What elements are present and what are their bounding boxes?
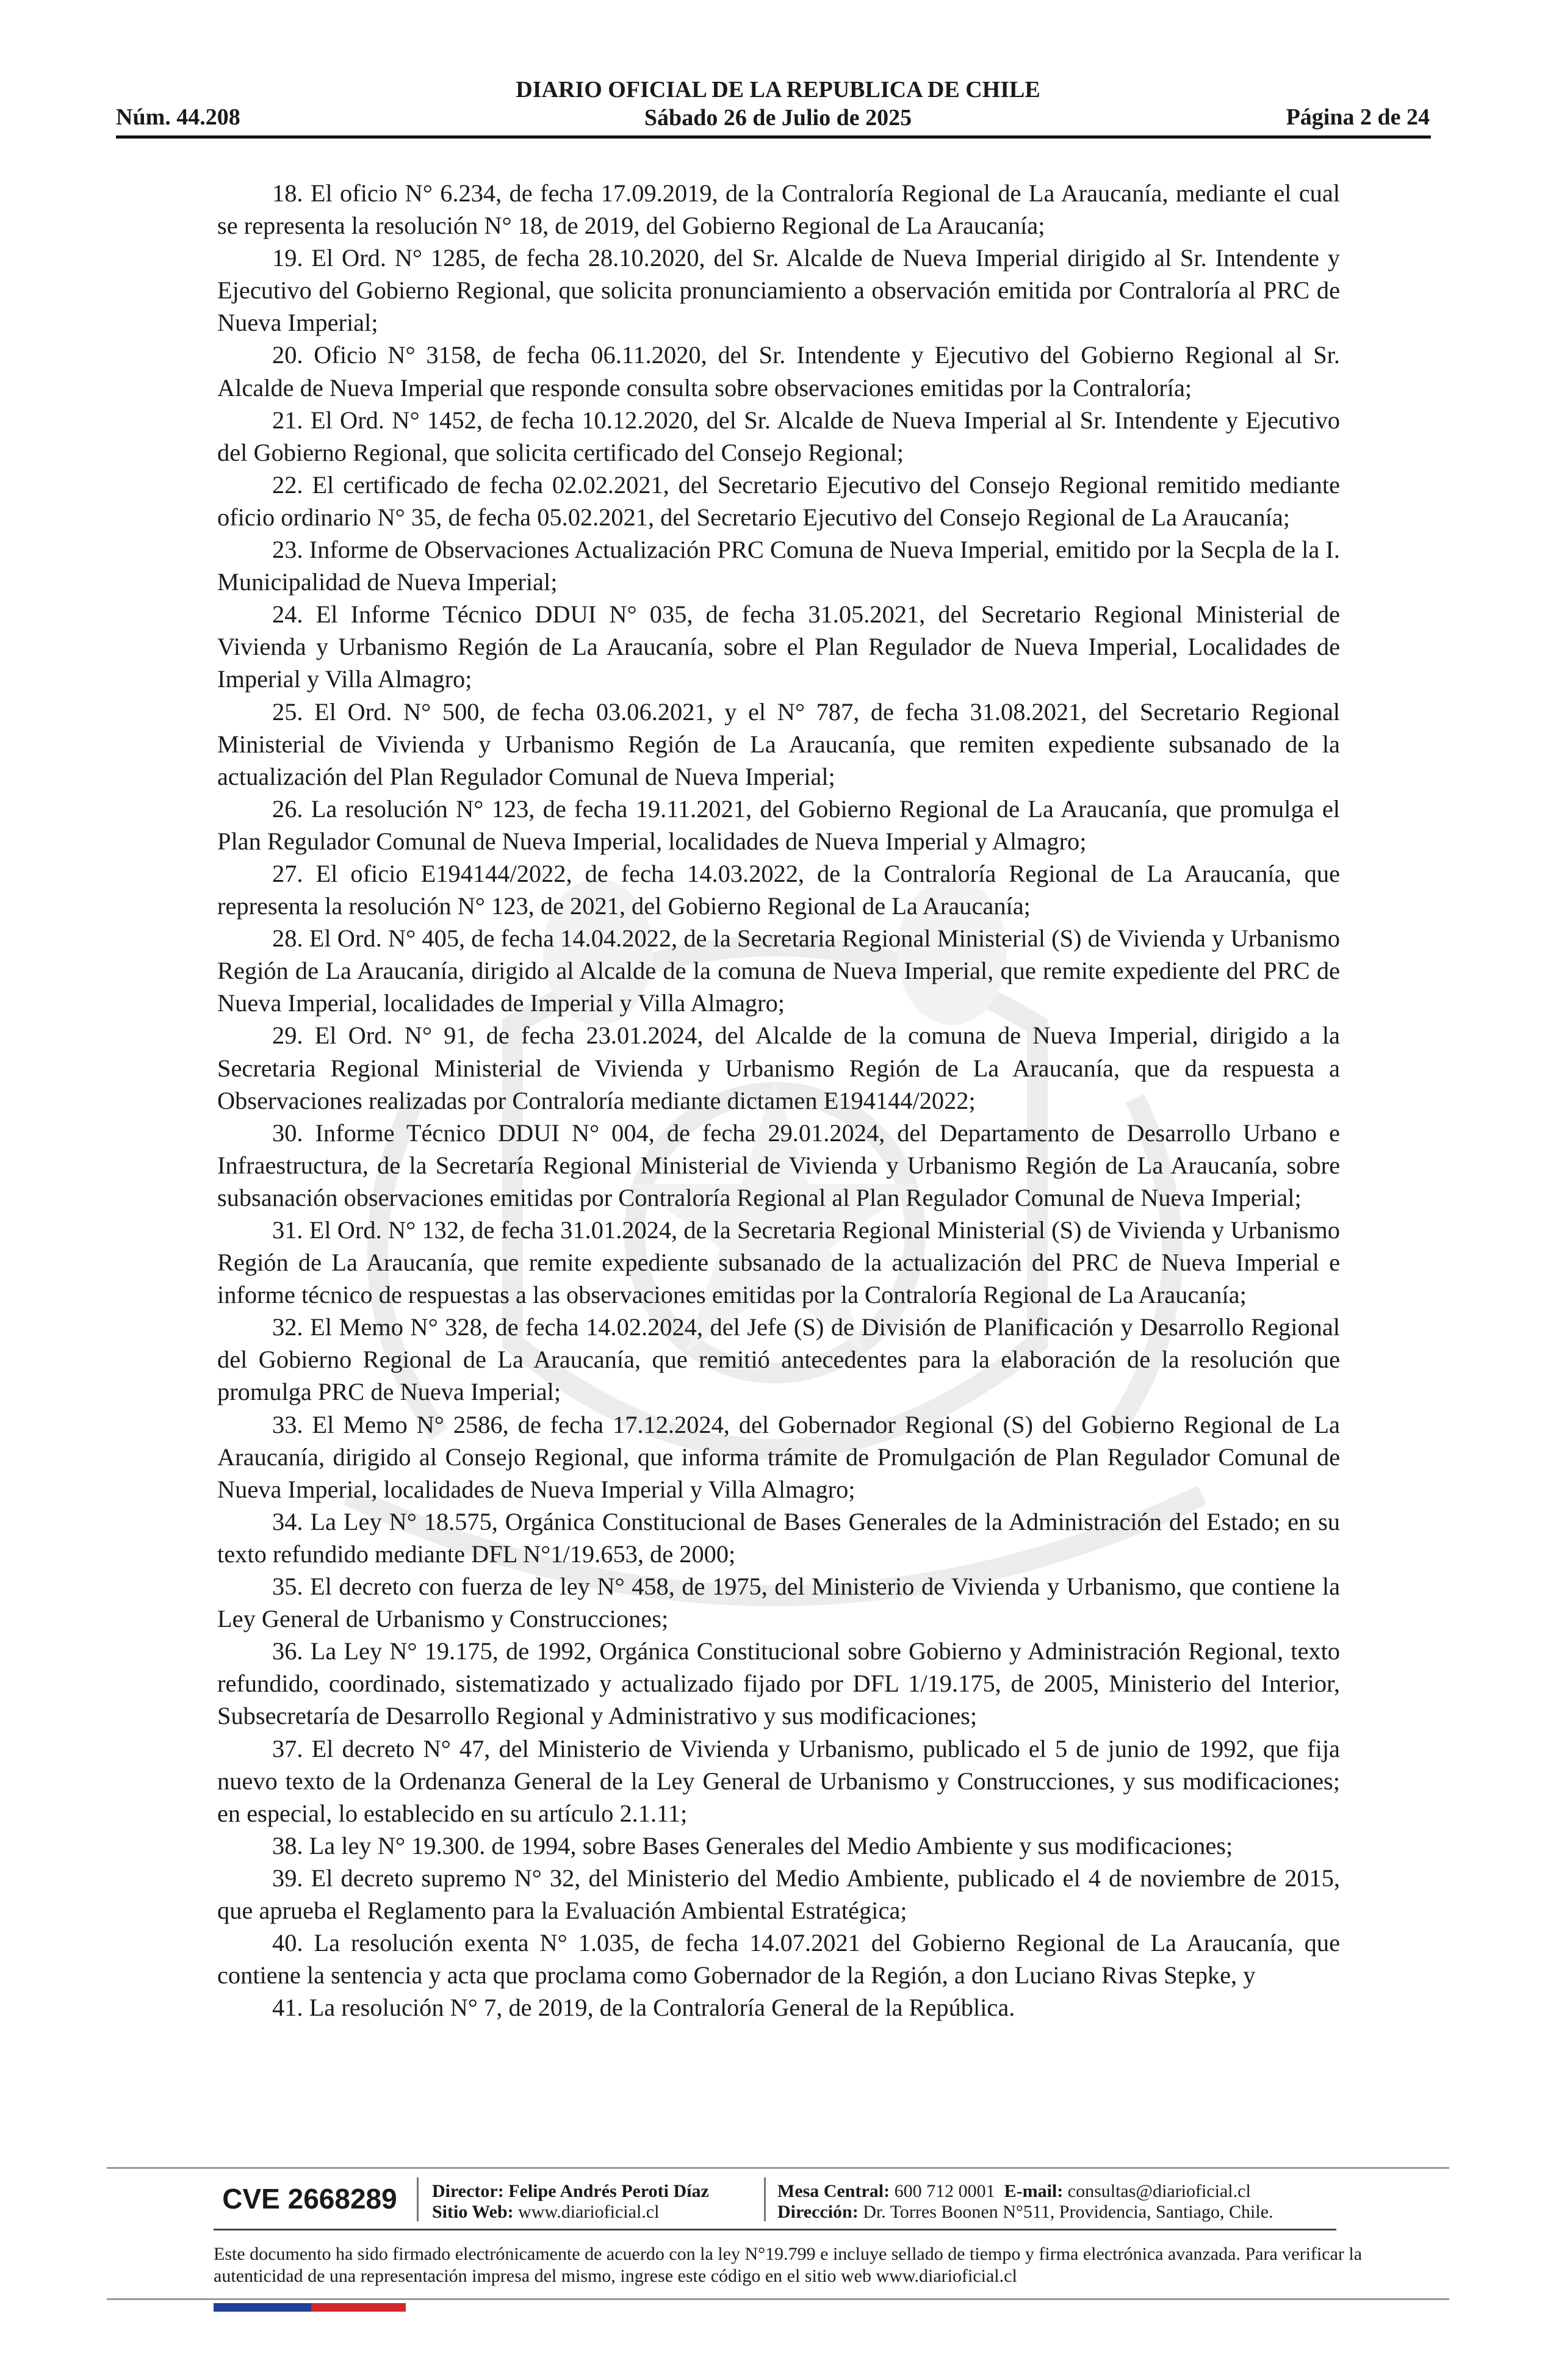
paragraph-item: 31. El Ord. N° 132, de fecha 31.01.2024, de la Secretaria Regional Ministerial (S) de Vivienda y Urbanismo Región de La Araucanía, que remite expediente subsanado de la actualización del PRC de Nueva Imperial e informe técnico de respuestas a las observaciones emitidas por la Contraloría Regional de La Araucanía; xyxy=(217,1216,1340,1309)
address-label: Dirección: xyxy=(777,2202,859,2222)
paragraph-item: 36. La Ley N° 19.175, de 1992, Orgánica Constitucional sobre Gobierno y Administración Regional, texto refundido, coordinado, sistematizado y actualizado fijado por DFL 1/19.175, de 2005, Ministerio del Interior, Subsecretaría de Desarrollo Regional y Administrativo y sus modificaciones; xyxy=(217,1637,1340,1730)
paragraph-item: 39. El decreto supremo N° 32, del Ministerio del Medio Ambiente, publicado el 4 de noviembre de 2015, que aprueba el Reglamento para la Evaluación Ambiental Estratégica; xyxy=(217,1864,1340,1924)
footer-separator xyxy=(764,2177,766,2221)
flag-stripe-red xyxy=(311,2303,406,2312)
paragraph-item: 28. El Ord. N° 405, de fecha 14.04.2022, de la Secretaria Regional Ministerial (S) de Vivienda y Urbanismo Región de La Araucanía, dirigido al Alcalde de la comuna de Nueva Imperial, que remite expediente del PRC de Nueva Imperial, localidades de Imperial y Villa Almagro; xyxy=(217,925,1340,1017)
cve-code: CVE 2668289 xyxy=(222,2183,397,2215)
footer-separator xyxy=(417,2177,419,2221)
paragraph-item: 25. El Ord. N° 500, de fecha 03.06.2021, y el N° 787, de fecha 31.08.2021, del Secretario Regional Ministerial de Vivienda y Urbanismo Región de La Araucanía, que remiten expediente subsanado de la actualización del Plan Regulador Comunal de Nueva Imperial; xyxy=(217,698,1340,790)
footer-divider-mid xyxy=(214,2229,1336,2230)
issue-number: Núm. 44.208 xyxy=(116,104,240,130)
footer-divider-top xyxy=(107,2167,1449,2169)
paragraph-item: 40. La resolución exenta N° 1.035, de fecha 14.07.2021 del Gobierno Regional de La Araucanía, que contiene la sentencia y acta que proclama como Gobernador de la Región, a don Luciano Rivas Stepke, y xyxy=(217,1929,1340,1989)
paragraph-item: 22. El certificado de fecha 02.02.2021, del Secretario Ejecutivo del Consejo Regional remitido mediante oficio ordinario N° 35, de fecha 05.02.2021, del Secretario Ejecutivo del Consejo Regional de La Araucanía; xyxy=(217,471,1340,531)
page-number: Página 2 de 24 xyxy=(1286,104,1430,130)
header-divider xyxy=(116,135,1431,139)
footer-contact-block xyxy=(777,2181,1273,2223)
document-body xyxy=(217,177,1340,2024)
phone-label: Mesa Central: xyxy=(777,2181,890,2201)
paragraph-item: 27. El oficio E194144/2022, de fecha 14.03.2022, de la Contraloría Regional de La Araucanía, que representa la resolución N° 123, de 2021, del Gobierno Regional de La Araucanía; xyxy=(217,859,1340,920)
paragraph-item: 37. El decreto N° 47, del Ministerio de Vivienda y Urbanismo, publicado el 5 de junio de 1992, que fija nuevo texto de la Ordenanza General de la Ley General de Urbanismo y Construcciones, y sus modificaciones; en especial, lo establecido en su artículo 2.1.11; xyxy=(217,1734,1340,1827)
signature-notice: Este documento ha sido firmado electrónicamente de acuerdo con la ley N°19.799 e incluye sellado de tiempo y firma electrónica avanzada. Para verificar la autenticidad de una representación impresa del mismo, ingrese este código en el sitio web www.diarioficial.cl xyxy=(214,2244,1363,2286)
paragraph-item: 23. Informe de Observaciones Actualización PRC Comuna de Nueva Imperial, emitido por la Secpla de la I. Municipalidad de Nueva Imperial; xyxy=(217,536,1340,596)
website-link[interactable]: www.diarioficial.cl xyxy=(518,2202,660,2222)
paragraph-item: 35. El decreto con fuerza de ley N° 458, de 1975, del Ministerio de Vivienda y Urbanismo, que contiene la Ley General de Urbanismo y Construcciones; xyxy=(217,1573,1340,1633)
address-value: Dr. Torres Boonen N°511, Providencia, Santiago, Chile. xyxy=(863,2202,1273,2222)
website-label: Sitio Web: xyxy=(432,2202,514,2222)
paragraph-item: 33. El Memo N° 2586, de fecha 17.12.2024, del Gobernador Regional (S) del Gobierno Regional de La Araucanía, dirigido al Consejo Regional, que informa trámite de Promulgación de Plan Regulador Comunal de Nueva Imperial, localidades de Nueva Imperial y Villa Almagro; xyxy=(217,1410,1340,1503)
paragraph-item: 20. Oficio N° 3158, de fecha 06.11.2020, del Sr. Intendente y Ejecutivo del Gobierno Regional al Sr. Alcalde de Nueva Imperial que responde consulta sobre observaciones emitidas por la Contraloría; xyxy=(217,341,1340,402)
paragraph-item: 34. La Ley N° 18.575, Orgánica Constitucional de Bases Generales de la Administración del Estado; en su texto refundido mediante DFL N°1/19.653, de 2000; xyxy=(217,1507,1340,1568)
paragraph-item: 21. El Ord. N° 1452, de fecha 10.12.2020, del Sr. Alcalde de Nueva Imperial al Sr. Intendente y Ejecutivo del Gobierno Regional, que solicita certificado del Consejo Regional; xyxy=(217,406,1340,466)
paragraph-item: 38. La ley N° 19.300. de 1994, sobre Bases Generales del Medio Ambiente y sus modificaciones; xyxy=(272,1831,1233,1859)
email-label: E-mail: xyxy=(1004,2181,1064,2201)
phone-value: 600 712 0001 xyxy=(894,2181,995,2201)
paragraph-item: 30. Informe Técnico DDUI N° 004, de fecha 29.01.2024, del Departamento de Desarrollo Urbano e Infraestructura, de la Secretaría Regional Ministerial de Vivienda y Urbanismo Región de La Araucanía, sobre subsanación observaciones emitidas por Contraloría Regional al Plan Regulador Comunal de Nueva Imperial; xyxy=(217,1119,1340,1211)
paragraph-item: 19. El Ord. N° 1285, de fecha 28.10.2020, del Sr. Alcalde de Nueva Imperial dirigido al Sr. Intendente y Ejecutivo del Gobierno Regional, que solicita pronunciamiento a observación emitida por Contraloría al PRC de Nueva Imperial; xyxy=(217,244,1340,337)
publication-title: DIARIO OFICIAL DE LA REPUBLICA DE CHILE xyxy=(516,77,1040,103)
paragraph-item: 24. El Informe Técnico DDUI N° 035, de fecha 31.05.2021, del Secretario Regional Ministerial de Vivienda y Urbanismo Región de La Araucanía, sobre el Plan Regulador de Nueva Imperial, Localidades de Imperial y Villa Almagro; xyxy=(217,600,1340,693)
paragraph-item: 41. La resolución N° 7, de 2019, de la Contraloría General de la República. xyxy=(272,1994,1015,2022)
footer-director-block xyxy=(432,2181,709,2223)
director-name: Felipe Andrés Peroti Díaz xyxy=(508,2181,709,2201)
publication-date: Sábado 26 de Julio de 2025 xyxy=(644,105,912,131)
director-label: Director: xyxy=(432,2181,504,2201)
footer-divider-bottom xyxy=(107,2298,1449,2300)
paragraph-item: 26. La resolución N° 123, de fecha 19.11.2021, del Gobierno Regional de La Araucanía, que promulga el Plan Regulador Comunal de Nueva Imperial, localidades de Nueva Imperial y Almagro; xyxy=(217,795,1340,855)
email-link[interactable]: consultas@diarioficial.cl xyxy=(1067,2181,1251,2201)
paragraph-item: 29. El Ord. N° 91, de fecha 23.01.2024, del Alcalde de la comuna de Nueva Imperial, dirigido a la Secretaria Regional Ministerial de Vivienda y Urbanismo Región de La Araucanía, que da respuesta a Observaciones realizadas por Contraloría mediante dictamen E194144/2022; xyxy=(217,1022,1340,1114)
flag-stripe-blue xyxy=(214,2303,311,2312)
paragraph-item: 18. El oficio N° 6.234, de fecha 17.09.2019, de la Contraloría Regional de La Araucanía, mediante el cual se representa la resolución N° 18, de 2019, del Gobierno Regional de La Araucanía; xyxy=(217,179,1340,240)
paragraph-item: 32. El Memo N° 328, de fecha 14.02.2024, del Jefe (S) de División de Planificación y Desarrollo Regional del Gobierno Regional de La Araucanía, que remitió antecedentes para la elaboración de la resolución que promulga PRC de Nueva Imperial; xyxy=(217,1313,1340,1406)
